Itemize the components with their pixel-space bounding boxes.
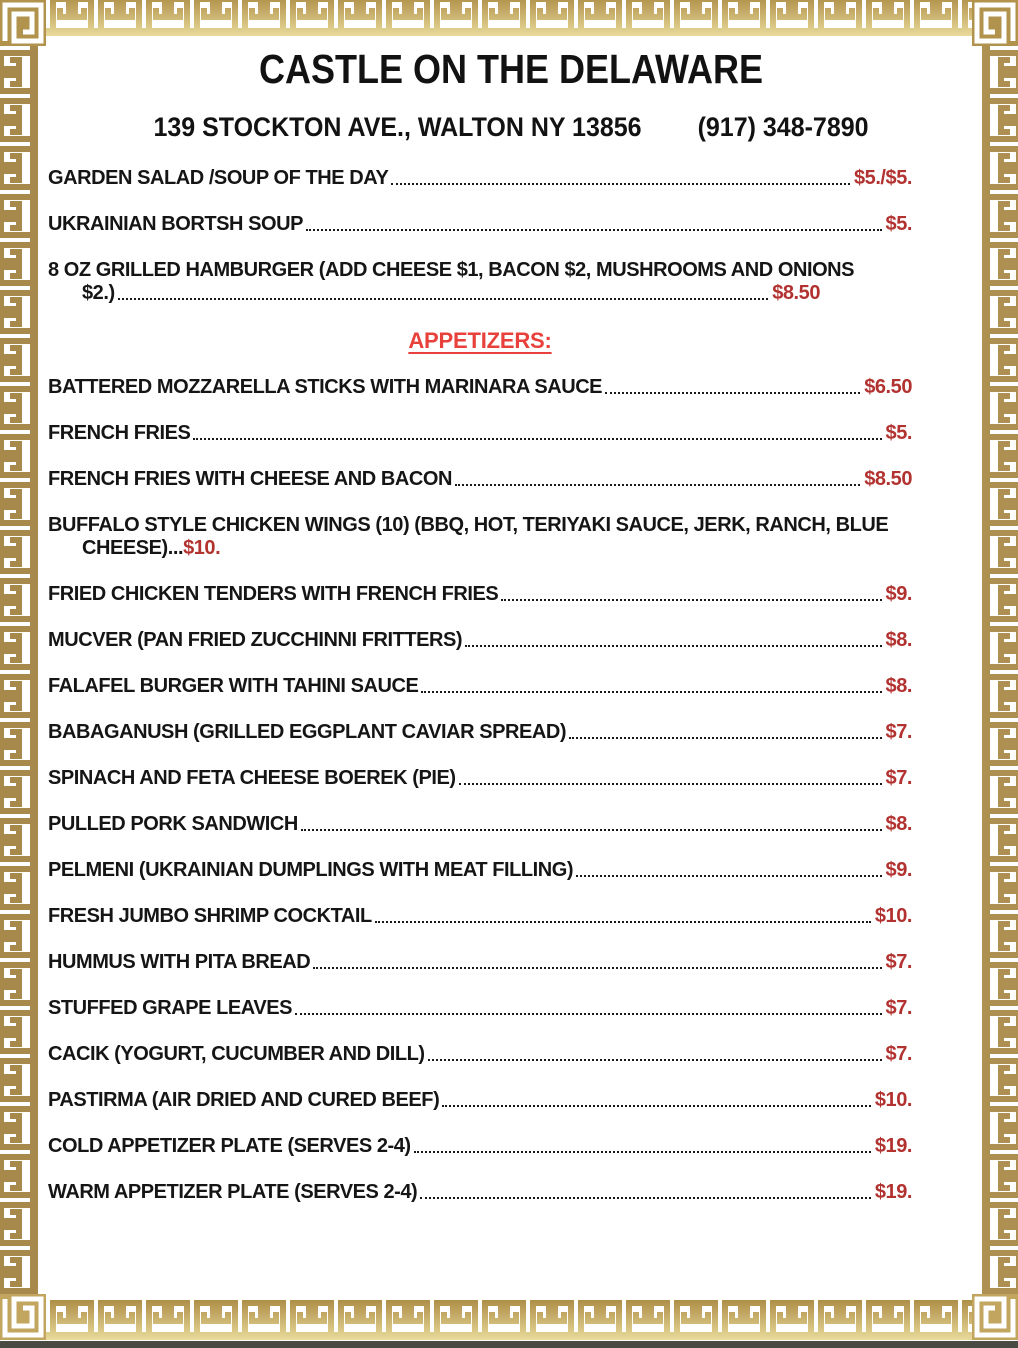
item-name: UKRAINIAN BORTSH SOUP — [48, 213, 304, 235]
item-price: $8.50 — [864, 468, 912, 490]
dotted-leader — [414, 1151, 871, 1153]
item-price: $10. — [874, 1089, 912, 1111]
item-name: FALAFEL BURGER WITH TAHINI SAUCE — [48, 675, 419, 697]
item-price: $5. — [885, 422, 912, 444]
item-name: 8 OZ GRILLED HAMBURGER (ADD CHEESE $1, BACON $2, MUSHROOMS AND ONIONS — [48, 259, 855, 281]
menu-item — [48, 514, 912, 560]
street-address: 139 STOCKTON AVE., WALTON NY 13856 — [153, 112, 642, 143]
item-name: PASTIRMA (AIR DRIED AND CURED BEEF) — [48, 1089, 440, 1111]
item-price: $8. — [885, 675, 912, 697]
restaurant-name: CASTLE ON THE DELAWARE — [258, 46, 764, 92]
item-name: HUMMUS WITH PITA BREAD — [48, 951, 311, 973]
item-name: BUFFALO STYLE CHICKEN WINGS (10) (BBQ, HOT, TERIYAKI SAUCE, JERK, RANCH, BLUE — [48, 514, 889, 536]
dotted-leader — [465, 645, 881, 647]
item-price: $19. — [874, 1135, 912, 1157]
dotted-leader — [306, 229, 882, 231]
corner-motif-top-left — [0, 0, 46, 46]
address-line — [46, 112, 976, 143]
dotted-leader — [375, 921, 871, 923]
item-price: $5./$5. — [853, 167, 912, 189]
item-price: $7. — [885, 997, 912, 1019]
item-name: WARM APPETIZER PLATE (SERVES 2-4) — [48, 1181, 418, 1203]
item-name-continued: CHEESE)... — [82, 537, 184, 559]
item-name: BATTERED MOZZARELLA STICKS WITH MARINARA SAUCE — [48, 376, 603, 398]
menu-item — [48, 1135, 912, 1158]
item-price: $10. — [183, 537, 221, 559]
menu-item — [48, 1089, 912, 1112]
menu-item — [48, 167, 912, 190]
menu-item — [48, 376, 912, 399]
dotted-leader — [193, 438, 881, 440]
corner-motif-bottom-right — [972, 1294, 1018, 1340]
menu-item — [48, 468, 912, 491]
item-name: BABAGANUSH (GRILLED EGGPLANT CAVIAR SPREAD) — [48, 721, 567, 743]
item-price: $8. — [885, 629, 912, 651]
menu-item — [48, 259, 912, 305]
menu-item — [48, 1043, 912, 1066]
item-name: SPINACH AND FETA CHEESE BOEREK (PIE) — [48, 767, 456, 789]
item-name: FRENCH FRIES — [48, 422, 191, 444]
dotted-leader — [459, 783, 882, 785]
item-price: $10. — [874, 905, 912, 927]
dotted-leader — [428, 1059, 882, 1061]
menu-item — [48, 951, 912, 974]
dotted-leader — [420, 1197, 871, 1199]
appetizers-section — [48, 376, 912, 1204]
menu-item — [48, 767, 912, 790]
item-price: $7. — [885, 951, 912, 973]
dotted-leader — [301, 829, 882, 831]
item-name: PELMENI (UKRAINIAN DUMPLINGS WITH MEAT FILLING) — [48, 859, 574, 881]
dotted-leader — [421, 691, 881, 693]
dotted-leader — [313, 967, 881, 969]
menu-item — [48, 1181, 912, 1204]
item-second-line — [48, 537, 912, 560]
menu-item — [48, 675, 912, 698]
item-price: $9. — [885, 859, 912, 881]
dotted-leader — [576, 875, 881, 877]
item-second-line — [48, 282, 912, 305]
item-name: MUCVER (PAN FRIED ZUCCHINNI FRITTERS) — [48, 629, 463, 651]
dotted-leader — [501, 599, 881, 601]
item-name: COLD APPETIZER PLATE (SERVES 2-4) — [48, 1135, 411, 1157]
appetizers-heading: APPETIZERS: — [408, 328, 552, 353]
item-price: $7. — [885, 1043, 912, 1065]
item-name: STUFFED GRAPE LEAVES — [48, 997, 292, 1019]
item-name: FRENCH FRIES WITH CHEESE AND BACON — [48, 468, 452, 490]
corner-motif-bottom-left — [0, 1294, 46, 1340]
item-price: $7. — [885, 721, 912, 743]
item-name-continued: $2.) — [82, 282, 115, 304]
item-price: $5. — [885, 213, 912, 235]
dotted-leader — [118, 298, 769, 300]
dotted-leader — [569, 737, 881, 739]
menu-list — [46, 167, 976, 1204]
menu-item — [48, 905, 912, 928]
item-name: FRESH JUMBO SHRIMP COCKTAIL — [48, 905, 372, 927]
menu-item — [48, 583, 912, 606]
item-price: $7. — [885, 767, 912, 789]
bottom-scan-edge — [0, 1341, 1018, 1348]
dotted-leader — [295, 1013, 882, 1015]
dotted-leader — [605, 392, 860, 394]
menu-item — [48, 859, 912, 882]
item-price: $19. — [874, 1181, 912, 1203]
menu-item — [48, 422, 912, 445]
dotted-leader — [391, 183, 850, 185]
corner-motif-top-right — [972, 0, 1018, 46]
item-price: $6.50 — [864, 376, 912, 398]
menu-content — [46, 36, 976, 1292]
item-name: FRIED CHICKEN TENDERS WITH FRENCH FRIES — [48, 583, 499, 605]
item-name: PULLED PORK SANDWICH — [48, 813, 298, 835]
item-price: $8. — [885, 813, 912, 835]
menu-item — [48, 721, 912, 744]
menu-item — [48, 813, 912, 836]
item-price: $8.50 — [772, 282, 820, 304]
menu-item — [48, 213, 912, 236]
item-name: CACIK (YOGURT, CUCUMBER AND DILL) — [48, 1043, 425, 1065]
item-name: GARDEN SALAD /SOUP OF THE DAY — [48, 167, 389, 189]
phone-number: (917) 348-7890 — [697, 112, 869, 143]
top-items-section — [48, 167, 912, 305]
dotted-leader — [455, 484, 860, 486]
menu-item — [48, 997, 912, 1020]
menu-item — [48, 629, 912, 652]
dotted-leader — [442, 1105, 871, 1107]
item-price: $9. — [885, 583, 912, 605]
